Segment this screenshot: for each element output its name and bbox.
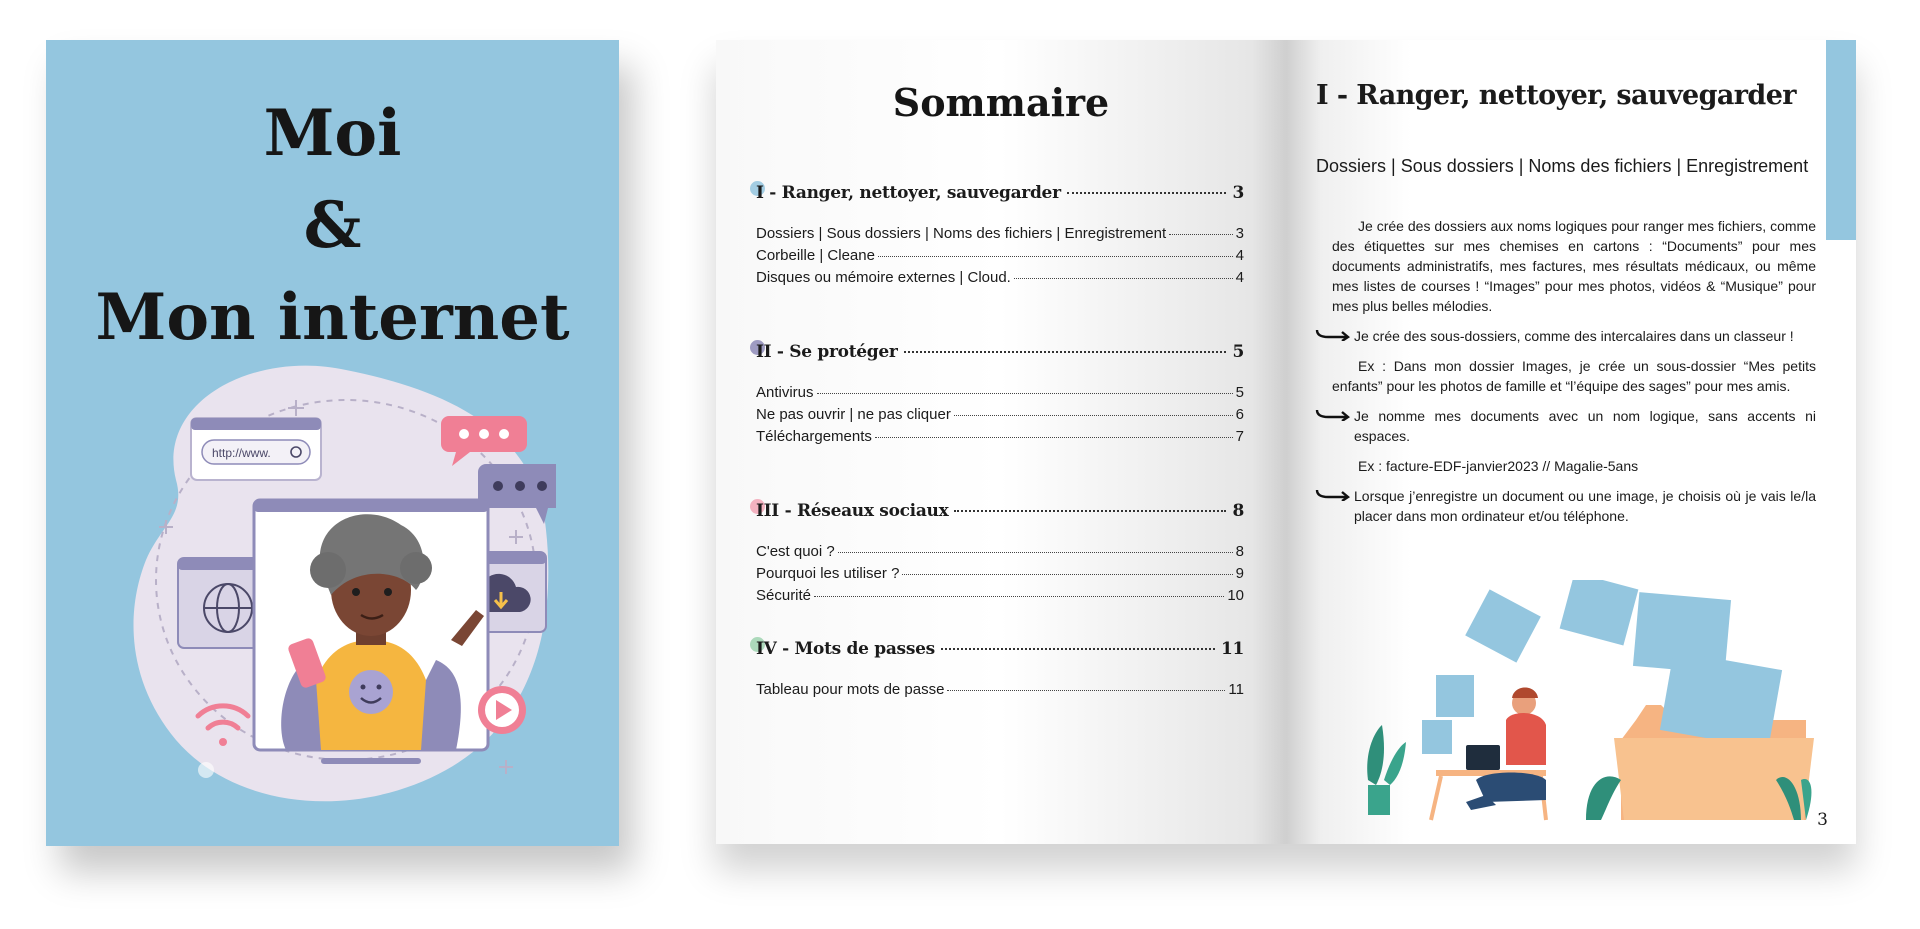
toc-entry: Sécurité 10 [756,587,1244,604]
folder-illustration [1346,580,1816,830]
bullet-text: Lorsque j’enregistre un document ou une image, je choisis où je vais le/la placer dans mon ordinateur et/ou téléphone. [1354,488,1816,524]
leader-dots [904,351,1227,353]
toc-section-page: 5 [1232,342,1244,362]
toc-entry: Disques ou mémoire externes | Cloud. 4 [756,269,1244,286]
toc-section-label: I - Ranger, nettoyer, sauvegarder [756,183,1061,203]
toc-section-label: IV - Mots de passes [756,639,935,659]
bullet-item [1332,326,1816,356]
toc-section-1 [756,183,1244,289]
toc-section-label: II - Se protéger [756,342,898,362]
toc-entry: Pourquoi les utiliser ? 9 [756,565,1244,582]
toc-entry: Tableau pour mots de passe 11 [756,681,1244,698]
browser-window-icon [191,418,321,480]
play-icon [478,686,526,734]
toc-section-heading [756,501,1244,521]
chapter-subtitle: Dossiers | Sous dossiers | Noms des fichiers | Enregistrement [1316,156,1809,176]
example-text: Ex : facture-EDF-janvier2023 // Magalie-5ans [1358,458,1639,474]
toc-entry: C'est quoi ? 8 [756,543,1244,560]
cover-title-line-1: Moi [263,96,402,171]
bullet-item [1332,406,1816,456]
toc-section-page: 8 [1232,501,1244,521]
toc-section-4 [756,639,1244,701]
curved-arrow-icon [1314,326,1354,341]
toc-entry: Téléchargements 7 [756,428,1244,445]
toc-section-heading [756,639,1244,659]
toc-section-heading [756,183,1244,203]
toc-section-3 [756,501,1244,607]
toc-entry: Corbeille | Cleane 4 [756,247,1244,264]
toc-entry: Antivirus 5 [756,384,1244,401]
cover-title-line-3: Mon internet [95,280,570,355]
toc-entry: Dossiers | Sous dossiers | Noms des fichiers | Enregistrement 3 [756,225,1244,242]
leader-dots [1067,192,1227,194]
bullet-text: Je nomme mes documents avec un nom logique, sans accents ni espaces. [1354,408,1816,444]
booklet-cover [46,40,619,846]
paragraph: Je crée des dossiers aux noms logiques pour ranger mes fichiers, comme des étiquettes sur mes chemises en cartons : “Documents” pour mes documents administratifs, mes factures, mes résultats médicaux, ou même mes listes de courses ! “Images” pour mes photos, vidéos & “Musique” pour mes plus belles mélodies. [1332,218,1816,314]
toc-section-heading [756,342,1244,362]
chapter-page [1286,40,1856,844]
page-tab-marker [1826,40,1856,240]
toc-title: Sommaire [892,80,1110,125]
leader-dots [954,510,1226,512]
cover-title-line-2: & [303,188,362,263]
cover-illustration [116,340,556,820]
cover-title [46,88,619,364]
url-text: http://www. [212,446,271,460]
toc-section-label: III - Réseaux sociaux [756,501,949,521]
folder-icon [1614,651,1814,820]
toc-section-page: 11 [1220,639,1244,659]
toc-section-page: 3 [1232,183,1244,203]
chapter-body [1332,216,1816,536]
example-text: Ex : Dans mon dossier Images, je crée un sous-dossier “Mes petits enfants” pour les photos de famille et “l’équipe des sages” pour mes amis. [1332,358,1816,394]
table-of-contents-page [716,40,1286,844]
curved-arrow-icon [1314,486,1354,501]
bullet-item [1332,486,1816,536]
bullet-text: Je crée des sous-dossiers, comme des intercalaires dans un classeur ! [1354,328,1794,344]
curved-arrow-icon [1314,406,1354,421]
chapter-title: I - Ranger, nettoyer, sauvegarder [1316,80,1796,111]
open-booklet-spread [716,40,1856,844]
page-number: 3 [1817,810,1828,830]
toc-entry: Ne pas ouvrir | ne pas cliquer 6 [756,406,1244,423]
toc-section-2 [756,342,1244,448]
leader-dots [941,648,1215,650]
